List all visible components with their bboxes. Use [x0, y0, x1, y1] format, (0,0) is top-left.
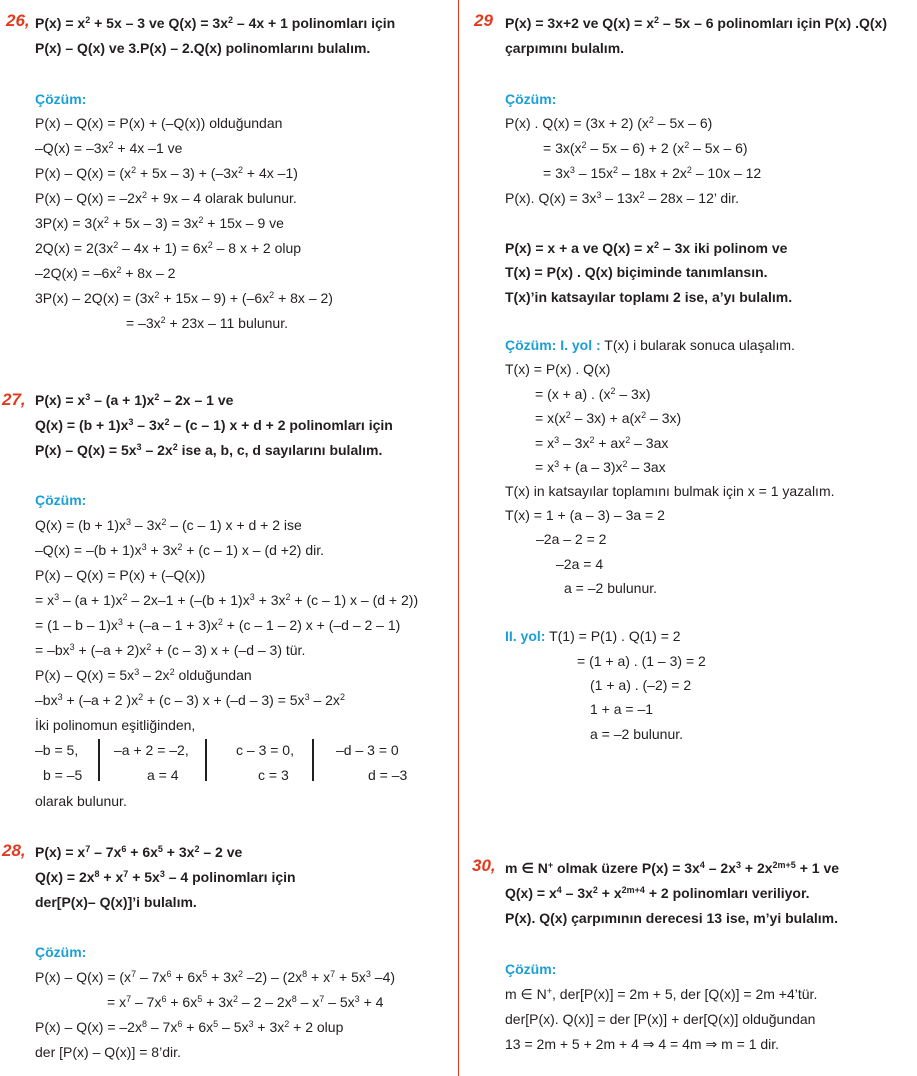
problem-28-step: der [P(x) – Q(x)] = 8’dir.	[35, 1044, 181, 1060]
problem-29-number: 29	[474, 11, 493, 30]
equation-separator	[98, 739, 100, 781]
equation-system-result: c = 3	[258, 767, 289, 783]
method-2-label: II. yol:	[505, 628, 546, 644]
method-2-first-step: T(1) = P(1) . Q(1) = 2	[545, 628, 681, 644]
problem-28-solution-heading: Çözüm:	[35, 944, 87, 960]
method-2-step: (1 + a) . (–2) = 2	[590, 677, 692, 693]
problem-30-step: der[P(x). Q(x)] = der [P(x)] + der[Q(x)] olduğundan	[505, 1011, 816, 1027]
problem-27-statement-line-1: $P(x) = x^3 - (a + 1)x^2 - 2x - 1$ ve	[35, 392, 234, 408]
problem-30-step: m ∈ N+, der[P(x)] = 2m + 5, der [Q(x)] = 2m +4’tür.	[505, 986, 818, 1002]
method-2-step: a = –2 bulunur.	[590, 726, 684, 742]
problem-26-step: $3P(x) - 2Q(x) = (3x^2 + 15x - 9) + (-6x^2 + 8x - 2)$	[35, 290, 333, 306]
problem-26-step: $P(x) - Q(x) = -2x^2 + 9x - 4$ olarak bulunur.	[35, 190, 297, 206]
problem-27-step: İki polinomun eşitliğinden,	[35, 717, 196, 733]
problem-28-step: $P(x) - Q(x) = -2x^8 - 7x^6 + 6x^5 - 5x^3 + 3x^2 + 2$ olup	[35, 1019, 344, 1035]
problem-29-statement-line-1: P(x) = 3x+2 ve $Q(x) = x^2 - 5x - 6$ polinomları için P(x) .Q(x)	[505, 15, 887, 31]
problem-30-statement-line-2: $Q(x) = x^4 - 3x^2 + x^{2m+4} + 2$ polinomları veriliyor.	[505, 885, 810, 901]
equation-system-result: a = 4	[147, 767, 179, 783]
problem-28-number: 28,	[2, 841, 26, 860]
equation-system-result: b = –5	[43, 767, 83, 783]
problem-27-statement-line-2: $Q(x) = (b + 1)x^3 - 3x^2 - (c - 1)$ x + d + 2 polinomları için	[35, 417, 393, 433]
problem-29-statement-line-2: çarpımını bulalım.	[505, 40, 625, 56]
column-divider	[458, 0, 459, 1076]
problem-27-step: $P(x) - Q(x) = 5x^3 - 2x^2$ olduğundan	[35, 667, 252, 683]
method-1-step: T(x) in katsayılar toplamını bulmak için x = 1 yazalım.	[505, 483, 835, 499]
equation-system-top: –b = 5,	[35, 742, 79, 758]
problem-29-solution-heading: Çözüm:	[505, 91, 557, 107]
problem-27-step: = $x^3 - (a + 1)x^2 - 2x-1 + (-(b + 1)x^3 + 3x^2 + (c - 1)$ x – (d + 2))	[35, 592, 419, 608]
problem-30-statement-line-1: m ∈ N+ olmak üzere $P(x) = 3x^4 - 2x^3 + 2x^{2m+5} + 1$ ve	[505, 860, 840, 876]
problem-27-step: $Q(x) = (b + 1)x^3 - 3x^2 - (c - 1)$ x + d + 2 ise	[35, 517, 302, 533]
method-1-description: T(x) i bularak sonuca ulaşalım.	[600, 337, 795, 353]
problem-27-number: 27,	[2, 390, 26, 409]
problem-27-statement-line-3: $P(x) - Q(x) = 5x^3 - 2x^2$ ise a, b, c, d sayılarını bulalım.	[35, 442, 383, 458]
problem-26-step: P(x) – Q(x) = P(x) + (–Q(x)) olduğundan	[35, 115, 283, 131]
equation-separator	[205, 739, 207, 781]
method-1-step: T(x) = 1 + (a – 3) – 3a = 2	[505, 507, 665, 523]
problem-t-statement-line-2: T(x) = P(x) . Q(x) biçiminde tanımlansın.	[505, 264, 768, 280]
problem-28-statement-line-2: $Q(x) = 2x^8 + x^7 + 5x^3 - 4$ polinomları için	[35, 869, 296, 885]
problem-30-solution-heading: Çözüm:	[505, 961, 557, 977]
method-1-step: –2a = 4	[556, 556, 604, 572]
problem-28-statement-line-3: der[P(x)– Q(x)]’i bulalım.	[35, 894, 197, 910]
problem-30-step: 13 = 2m + 5 + 2m + 4 ⇒ 4 = 4m ⇒ m = 1 dir.	[505, 1036, 780, 1052]
problem-29-step: P(x) . Q(x) = (3x + 2) $(x^2 - 5x - 6)$	[505, 115, 713, 131]
problem-30-statement-line-3: P(x). Q(x) çarpımının derecesi 13 ise, m’yi bulalım.	[505, 910, 839, 926]
equation-system-result: d = –3	[368, 767, 408, 783]
problem-26-statement-line-2: P(x) – Q(x) ve 3.P(x) – 2.Q(x) polinomlarını bulalım.	[35, 40, 371, 56]
problem-27-step: P(x) – Q(x) = P(x) + (–Q(x))	[35, 567, 206, 583]
method-1-step: –2a – 2 = 2	[536, 531, 607, 547]
problem-28-step: $P(x) - Q(x) = (x^7 - 7x^6 + 6x^5 + 3x^2$ $-2) - (2x^8 + x^7 + 5x^3$ –4)	[35, 969, 396, 985]
problem-t-method-1-heading	[505, 336, 795, 354]
problem-26-step: $P(x) - Q(x) = (x^2 + 5x - 3) + (-3x^2 + 4x$ –1)	[35, 165, 298, 181]
problem-29-step: = $3x(x^2 - 5x - 6) + 2$ $(x^2 - 5x - 6)$	[543, 140, 748, 156]
problem-26-step: $-Q(x) = -3x^2 + 4x$ –1 ve	[35, 140, 183, 156]
method-1-step: = (x + a) . $(x^2 - 3x)$	[535, 386, 651, 402]
equation-separator	[312, 739, 314, 781]
equation-system-top: –d – 3 = 0	[336, 742, 399, 758]
problem-26-step: $3P(x) = 3(x^2 + 5x - 3) = 3x^2 + 15x - 9$ ve	[35, 215, 284, 231]
problem-t-method-2-heading	[505, 627, 681, 645]
problem-t-statement-line-3: T(x)’in katsayılar toplamı 2 ise, a’yı bulalım.	[505, 289, 793, 305]
problem-28-step: = $x^7 - 7x^6 + 6x^5 + 3x^2 - 2 - 2x^8 - x^7 - 5x^3 + 4$	[107, 994, 384, 1010]
problem-26-step: = $-3x^2 + 23x - 11$ bulunur.	[126, 315, 288, 331]
problem-28-statement-line-1: $P(x) = x^7 - 7x^6 + 6x^5 + 3x^2 - 2$ ve	[35, 844, 243, 860]
method-1-step: a = –2 bulunur.	[564, 580, 658, 596]
problem-27-step: = $-bx^3 + (-a + 2)x^2 + (c - 3) x + (-d - 3)$ tür.	[35, 642, 306, 658]
problem-27-step: $-bx^3 + (-a + 2$ )$x^2 + (c - 3)$ $x + (-d - 3) = 5x^3 - 2x^2$	[35, 692, 345, 708]
problem-26-number: 26,	[6, 11, 30, 30]
method-1-step: T(x) = P(x) . Q(x)	[505, 361, 611, 377]
method-1-label: Çözüm: I. yol :	[505, 337, 601, 353]
problem-27-solution-heading: Çözüm:	[35, 492, 87, 508]
problem-t-statement-line-1: P(x) = x + a ve $Q(x) = x^2 - 3x$ iki polinom ve	[505, 240, 788, 256]
method-1-step: = $x^3 - 3x^2 + ax^2 - 3ax$	[535, 435, 669, 451]
method-1-step: = $x(x^2 - 3x) + a(x^2 - 3x)$	[535, 410, 682, 426]
problem-26-solution-heading: Çözüm:	[35, 91, 87, 107]
problem-29-step: = $3x^3 - 15x^2 - 18x + 2x^2 - 10x - 12$	[543, 165, 762, 181]
problem-26-statement-line-1: $P(x) = x^2 + 5x - 3$ ve $Q(x) = 3x^2 - 4x + 1$ polinomları için	[35, 15, 396, 31]
method-2-step: = (1 + a) . (1 – 3) = 2	[577, 653, 706, 669]
problem-27-step: = $(1 - b - 1)x^3 + (-a - 1 + 3)x^2 + (c - 1 - 2)$ x + (–d – 2 – 1)	[35, 617, 401, 633]
method-2-step: 1 + a = –1	[590, 701, 654, 717]
problem-27-step: $-Q(x) = -(b + 1)x^3 + 3x^2 + (c - 1)$ x – (d +2) dir.	[35, 542, 324, 558]
problem-26-step: $2Q(x) = 2(3x^2 - 4x + 1) = 6x^2 - 8$ x + 2 olup	[35, 240, 302, 256]
problem-29-step: P(x). $Q(x) = 3x^3 - 13x^2 - 28x - 12$’ dir.	[505, 190, 740, 206]
method-1-step: = $x^3 + (a - 3)x^2 - 3ax$	[535, 459, 666, 475]
equation-system-top: –a + 2 = –2,	[114, 742, 189, 758]
problem-27-conclusion: olarak bulunur.	[35, 793, 127, 809]
equation-system-top: c – 3 = 0,	[236, 742, 294, 758]
problem-26-step: $-2Q(x) = -6x^2 + 8x - 2$	[35, 265, 176, 281]
problem-30-number: 30,	[472, 856, 496, 875]
